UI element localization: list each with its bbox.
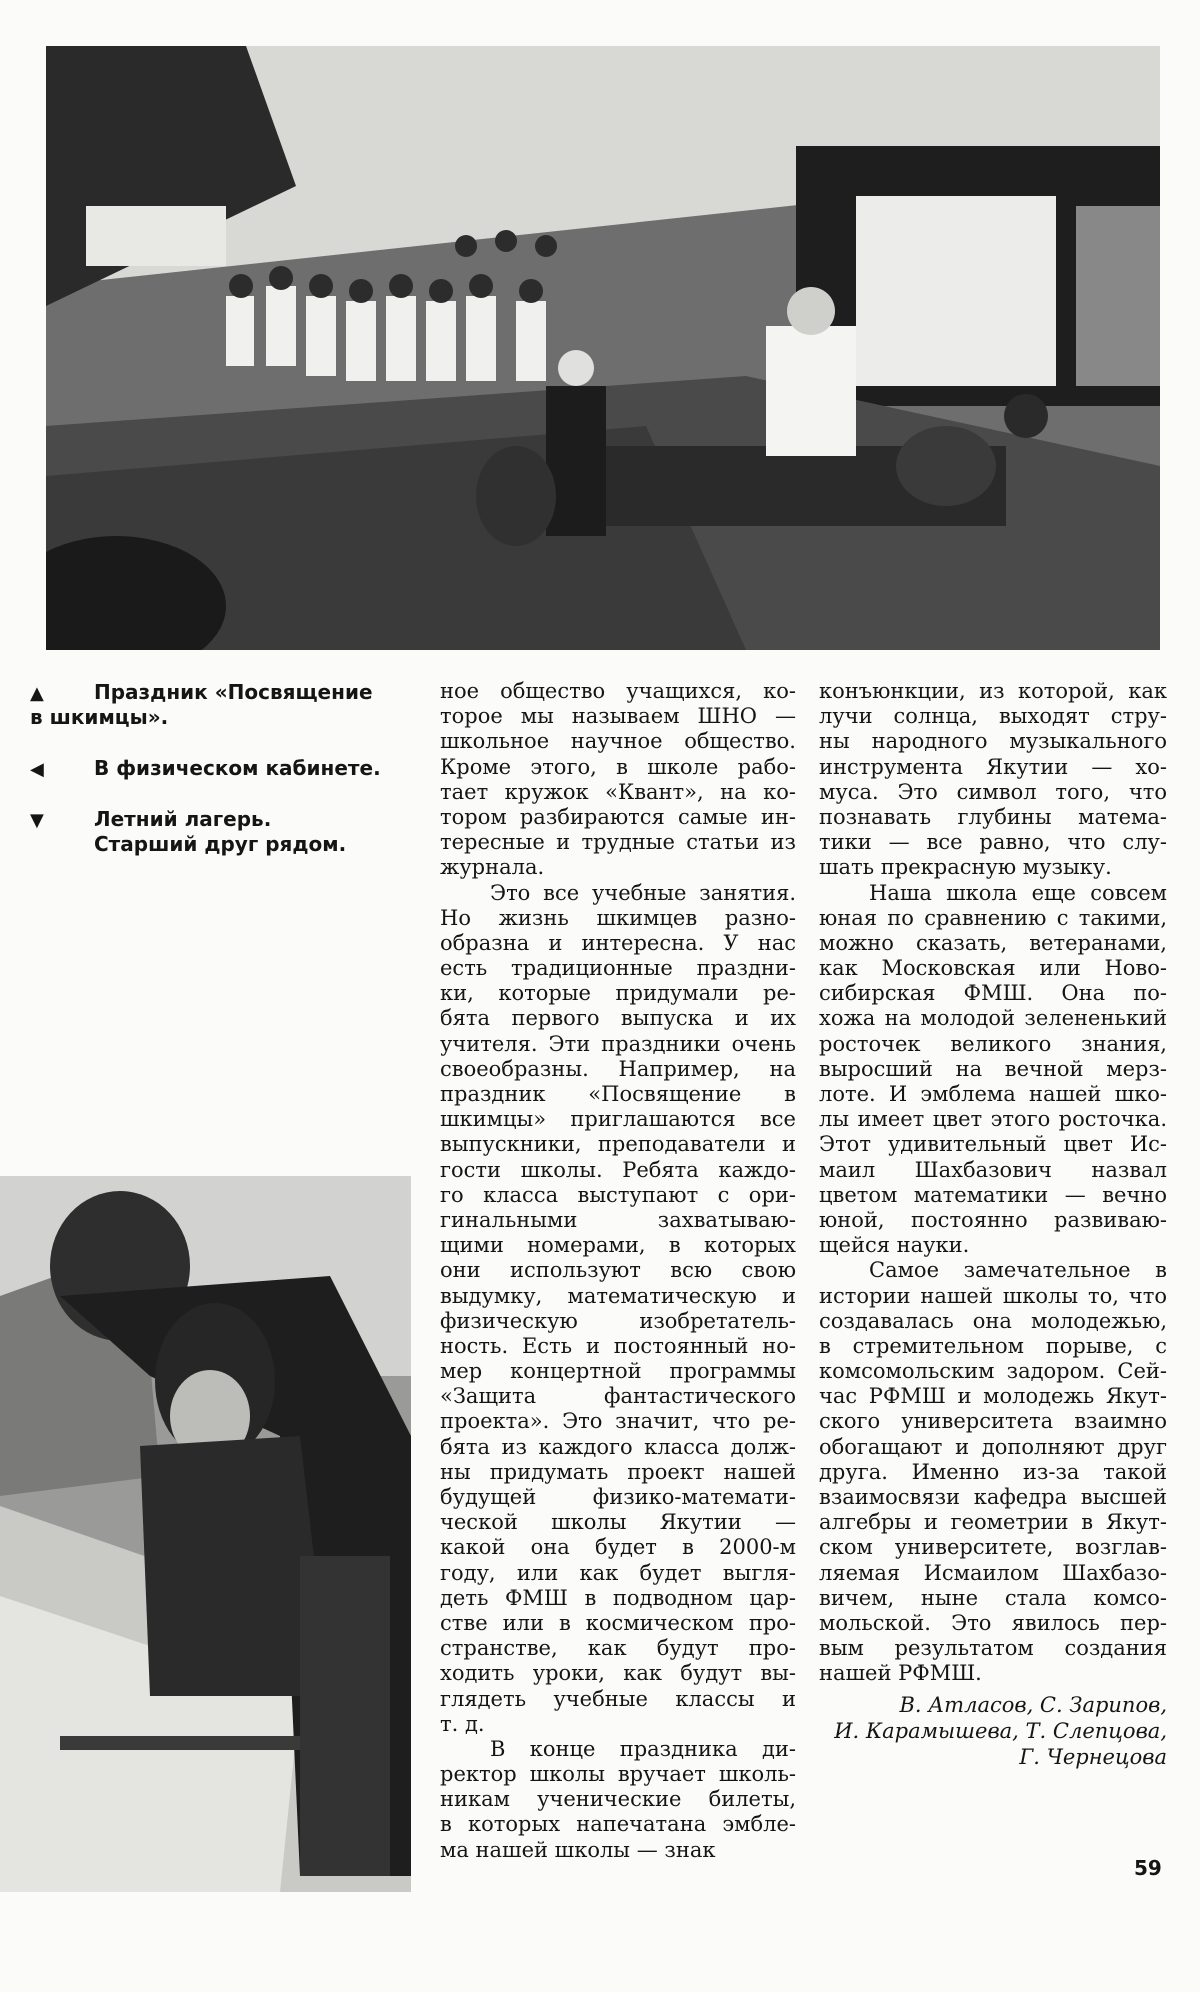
text-line: своеобразны. Например, на — [440, 1056, 796, 1081]
text-line: бята первого выпуска и их — [440, 1006, 796, 1031]
text-line: Самое замечательное в — [869, 1258, 1167, 1283]
signature-line: В. Атласов, С. Зарипов, — [899, 1693, 1167, 1717]
photo-captions — [30, 680, 400, 883]
text-line: муса. Это символ того, что — [819, 779, 1167, 804]
article-column-2 — [819, 679, 1167, 1687]
text-line: странстве, как будут про- — [440, 1636, 796, 1661]
text-line: образна и интересна. У нас — [440, 930, 796, 955]
caption-celebration: ▲ Праздник «Посвящение в шкимцы». — [30, 680, 373, 729]
text-line: ки, которые придумали ре- — [440, 981, 796, 1006]
text-line: алгебры и геометрии в Якут- — [819, 1510, 1167, 1535]
text-line: шать прекрасную музыку. — [819, 855, 1112, 880]
text-line: можно сказать, ветеранами, — [819, 930, 1167, 955]
text-line: ского университета взаимно — [819, 1409, 1167, 1434]
page-number: 59 — [1134, 1856, 1162, 1880]
text-line: глядеть учебные классы и — [440, 1686, 796, 1711]
text-line: юная по сравнению с такими, — [819, 905, 1167, 930]
text-line: щейся науки. — [819, 1233, 970, 1258]
text-line: Это все учебные занятия. — [490, 880, 796, 905]
triangle-down-icon: ▼ — [30, 810, 44, 831]
text-line: Этот удивительный цвет Ис- — [819, 1132, 1167, 1157]
text-line: вым результатом создания — [819, 1636, 1167, 1661]
photo-summer-camp — [0, 1176, 411, 1892]
text-line: ходить уроки, как будут вы- — [440, 1661, 796, 1686]
text-line: взаимосвязи кафедра высшей — [819, 1485, 1167, 1509]
text-line: маил Шахбазович назвал — [819, 1157, 1167, 1182]
text-line: стве или в космическом про- — [440, 1610, 796, 1635]
text-line: шкимцы» приглашаются все — [440, 1107, 796, 1132]
text-line: мольской. Это явилось пер- — [819, 1610, 1167, 1635]
text-line: школьное научное общество. — [440, 729, 796, 754]
caption-summer-camp: ▼ Летний лагерь. Старший друг рядом. — [30, 807, 347, 856]
text-line: щими номерами, в которых — [440, 1233, 796, 1258]
text-line: ческой школы Якутии — — [440, 1510, 796, 1535]
text-line: ректор школы вручает школь- — [440, 1762, 796, 1787]
text-line: бята из каждого класса долж- — [440, 1434, 796, 1459]
text-line: тересные и трудные статьи из — [440, 830, 796, 855]
text-line: никам ученические билеты, — [440, 1787, 796, 1812]
text-line: учителя. Эти праздники очень — [440, 1031, 796, 1056]
text-line: лучи солнца, выходят стру- — [819, 704, 1167, 729]
text-line: ма нашей школы — знак — [440, 1837, 716, 1862]
text-line: физическую изобретатель- — [440, 1308, 796, 1333]
text-line: в которых напечатана эмбле- — [440, 1812, 796, 1837]
text-line: вичем, ныне стала комсо- — [819, 1585, 1167, 1610]
signature-line: И. Карамышева, Т. Слепцова, — [834, 1719, 1167, 1743]
text-line: комсомольским задором. Сей- — [819, 1359, 1167, 1384]
text-line: Наша школа еще совсем — [869, 880, 1167, 905]
text-line: сибирская ФМШ. Она по- — [819, 981, 1167, 1006]
text-line: выросший на вечной мерз- — [819, 1056, 1167, 1081]
text-line: будущей физико-математи- — [440, 1485, 796, 1509]
text-line: В конце праздника ди- — [490, 1736, 796, 1761]
text-line: деть ФМШ в подводном цар- — [440, 1585, 796, 1610]
text-line: ны народного музыкального — [819, 729, 1167, 754]
text-line: мер концертной программы — [440, 1359, 796, 1384]
signature-line: Г. Чернецова — [1019, 1745, 1167, 1769]
text-line: друга. Именно из-за такой — [819, 1459, 1167, 1484]
text-line: Но жизнь шкимцев разно- — [440, 905, 796, 930]
text-line: создавалась она молодежью, — [819, 1308, 1167, 1333]
text-line: нашей РФМШ. — [819, 1661, 982, 1686]
photo-celebration — [46, 46, 1160, 650]
text-line: тает кружок «Квант», на ко- — [440, 779, 796, 804]
article-column-1 — [440, 679, 796, 1863]
text-line: ны придумать проект нашей — [440, 1459, 796, 1484]
text-line: есть традиционные праздни- — [440, 956, 796, 981]
text-line: ском университете, возглав- — [819, 1535, 1167, 1560]
text-line: росточек великого знания, — [819, 1031, 1167, 1056]
text-line: торое мы называем ШНО — — [440, 704, 796, 729]
author-signature — [815, 1692, 1167, 1770]
text-line: т. д. — [440, 1711, 485, 1736]
text-line: истории нашей школы то, что — [819, 1283, 1167, 1308]
text-line: цветом математики — вечно — [819, 1182, 1167, 1207]
text-line: проекта». Это значит, что ре- — [440, 1409, 796, 1434]
text-line: го класса выступают с ори- — [440, 1182, 796, 1207]
triangle-up-icon: ▲ — [30, 683, 44, 704]
text-line: в стремительном порыве, с — [819, 1333, 1167, 1358]
text-line: ное общество учащихся, ко- — [440, 679, 796, 703]
text-line: выдумку, математическую и — [440, 1283, 796, 1308]
text-line: тики — все равно, что слу- — [819, 830, 1167, 855]
caption-physics-room: ◀ В физическом кабинете. — [30, 756, 381, 780]
text-line: журнала. — [440, 855, 545, 880]
text-line: лоте. И эмблема нашей шко- — [819, 1082, 1167, 1106]
text-line: какой она будет в 2000-м — [440, 1535, 796, 1560]
text-line: праздник «Посвящение в — [440, 1082, 796, 1106]
text-line: ляемая Исмаилом Шахбазо- — [819, 1560, 1167, 1585]
text-line: конъюнкции, из которой, как — [819, 679, 1167, 703]
text-line: юной, постоянно развиваю- — [819, 1207, 1167, 1232]
text-line: обогащают и дополняют друг — [819, 1434, 1167, 1459]
text-line: познавать глубины матема- — [819, 804, 1167, 829]
text-line: выпускники, преподаватели и — [440, 1132, 796, 1157]
text-line: инструмента Якутии — хо- — [819, 754, 1167, 779]
text-line: час РФМШ и молодежь Якут- — [819, 1384, 1167, 1409]
text-line: году, или как будет выгля- — [440, 1560, 796, 1585]
text-line: лы имеет цвет этого росточка. — [819, 1107, 1167, 1132]
text-line: гинальными захватываю- — [440, 1207, 796, 1232]
text-line: ность. Есть и постоянный но- — [440, 1333, 796, 1358]
text-line: Кроме этого, в школе рабо- — [440, 754, 796, 779]
text-line: они используют всю свою — [440, 1258, 796, 1283]
triangle-left-icon: ◀ — [30, 759, 44, 780]
text-line: гости школы. Ребята каждо- — [440, 1157, 796, 1182]
text-line: тором разбираются самые ин- — [440, 804, 796, 829]
text-line: как Московская или Ново- — [819, 956, 1167, 981]
text-line: хожа на молодой зелененький — [819, 1006, 1167, 1031]
text-line: «Защита фантастического — [440, 1384, 796, 1409]
